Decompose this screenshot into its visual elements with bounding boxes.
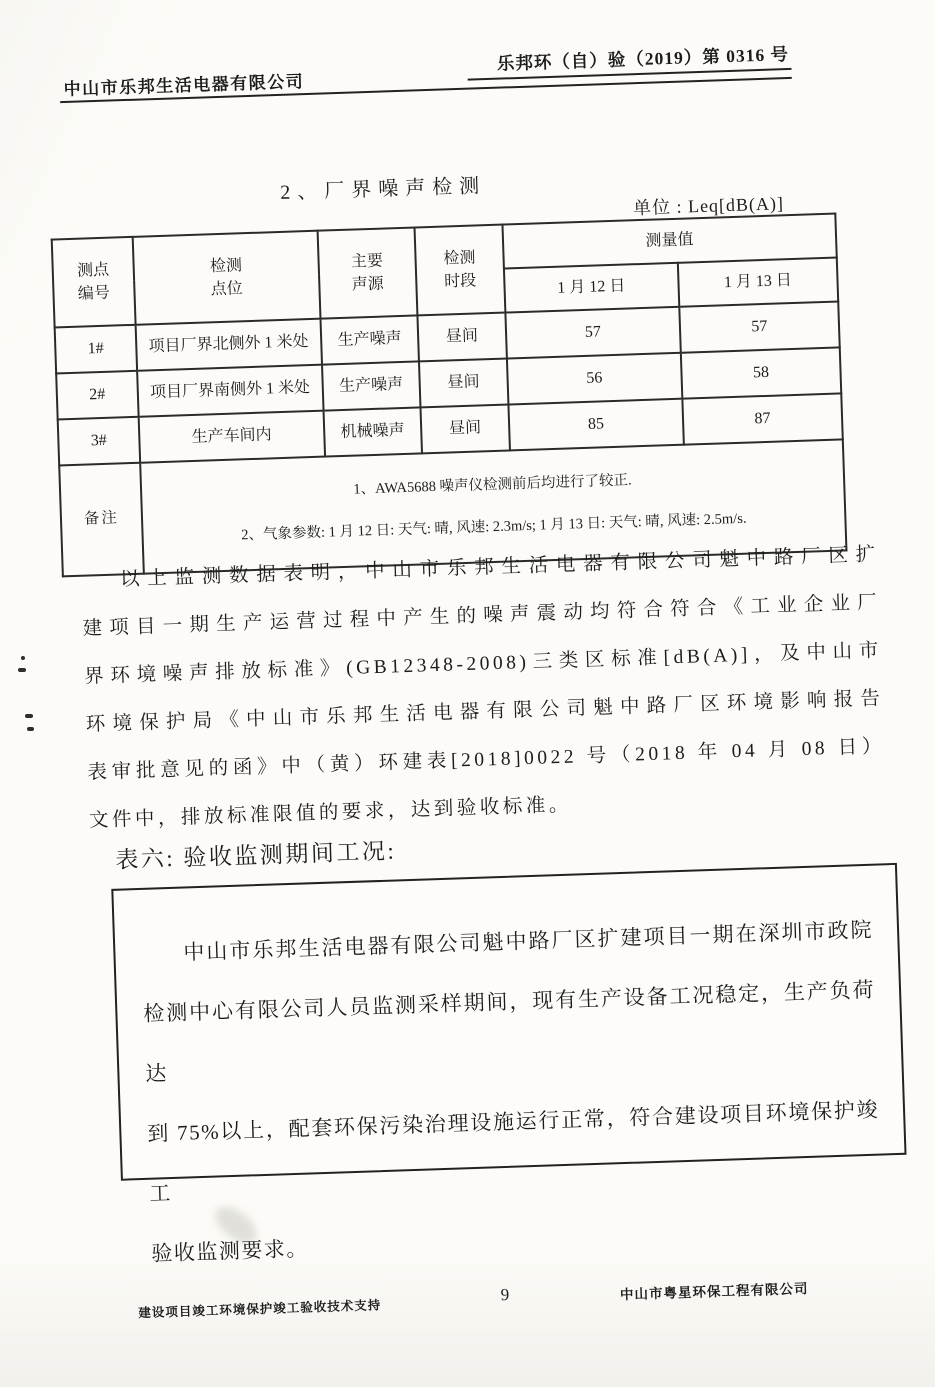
paragraph-line: 文件中，排放标准限值的要求，达到验收标准。 — [88, 794, 573, 832]
paragraph-line: 界环境噪声排放标准》(GB12348-2008)三类区标准[dB(A)]，及中山市 — [83, 640, 883, 688]
col-header-measured: 测量值 — [502, 214, 837, 269]
remark-line-1: 1、AWA5688 噪声仪检测前后均进行了较正. — [353, 472, 632, 498]
cell-source: 生产噪声 — [320, 315, 419, 364]
noise-measurement-table — [51, 213, 848, 578]
cell-day1: 85 — [508, 399, 683, 451]
section-title: 2、厂界噪声检测 — [279, 175, 487, 204]
cell-point-no: 1# — [55, 325, 137, 374]
col-header-date1: 1 月 12 日 — [504, 263, 679, 313]
cell-day2: 87 — [682, 393, 843, 444]
col-header-source: 主要 声源 — [317, 228, 417, 319]
cell-period: 昼间 — [419, 359, 508, 408]
box-line: 检测中心有限公司人员监测采样期间，现有生产设备工况稳定，生产负荷达 — [143, 977, 876, 1086]
cell-source: 生产噪声 — [322, 361, 421, 410]
box-line: 中山市乐邦生活电器有限公司魁中路厂区扩建项目一期在深圳市政院 — [183, 917, 874, 965]
cell-day2: 57 — [679, 301, 840, 352]
box-line: 验收监测要求。 — [151, 1236, 310, 1266]
footer-right-text: 中山市粤星环保工程有限公司 — [619, 1281, 809, 1303]
paragraph-line: 环境保护局《中山市乐邦生活电器有限公司魁中路厂区环境影响报告 — [85, 688, 884, 736]
col-header-location: 检测 点位 — [132, 231, 320, 325]
remark-line-2: 2、气象参数: 1 月 12 日: 天气: 晴, 风速: 2.3m/s; 1 月 13 日: 天气: 晴, 风速: 2.5m/s. — [240, 510, 747, 544]
cell-day1: 57 — [505, 307, 680, 359]
footer-left-text: 建设项目竣工环境保护竣工验收技术支持 — [138, 1298, 382, 1321]
cell-day2: 58 — [681, 347, 842, 398]
cell-period: 昼间 — [417, 313, 506, 362]
cell-day1: 56 — [507, 353, 682, 405]
header-company: 中山市乐邦生活电器有限公司 — [63, 72, 305, 100]
paragraph-line: 建项目一期生产运营过程中产生的噪声震动均符合符合《工业企业厂 — [82, 592, 881, 640]
cell-location: 项目厂界南侧外 1 米处 — [137, 365, 323, 417]
cell-source: 机械噪声 — [323, 407, 422, 456]
col-header-period: 检测 时段 — [414, 225, 505, 316]
cell-period: 昼间 — [420, 404, 509, 453]
conclusion-paragraph — [80, 531, 887, 845]
box-line: 到 75%以上，配套环保污染治理设施运行正常，符合建设项目环境保护竣工 — [147, 1097, 880, 1206]
table-six-box — [111, 863, 906, 1266]
cell-point-no: 3# — [58, 417, 140, 466]
paragraph-line: 表审批意见的函》中（黄）环建表[2018]0022 号（2018 年 04 月 08 日） — [87, 736, 886, 784]
col-header-date2: 1 月 13 日 — [678, 258, 839, 307]
cell-point-no: 2# — [56, 371, 138, 420]
remark-label: 备注 — [59, 463, 143, 577]
header-doc-number: 乐邦环（自）验（2019）第 0316 号 — [496, 43, 790, 74]
cell-location: 生产车间内 — [138, 411, 324, 463]
col-header-point-no: 测点 编号 — [52, 237, 136, 328]
paragraph-line: 以上监测数据表明，中山市乐邦生活电器有限公司魁中路厂区扩 — [119, 544, 879, 591]
unit-label: 单位 : Leq[dB(A)] — [632, 193, 785, 219]
table-six-heading: 表六: 验收监测期间工况: — [114, 838, 397, 873]
cell-location: 项目厂界北侧外 1 米处 — [135, 319, 321, 371]
footer-page-number: 9 — [500, 1284, 510, 1305]
